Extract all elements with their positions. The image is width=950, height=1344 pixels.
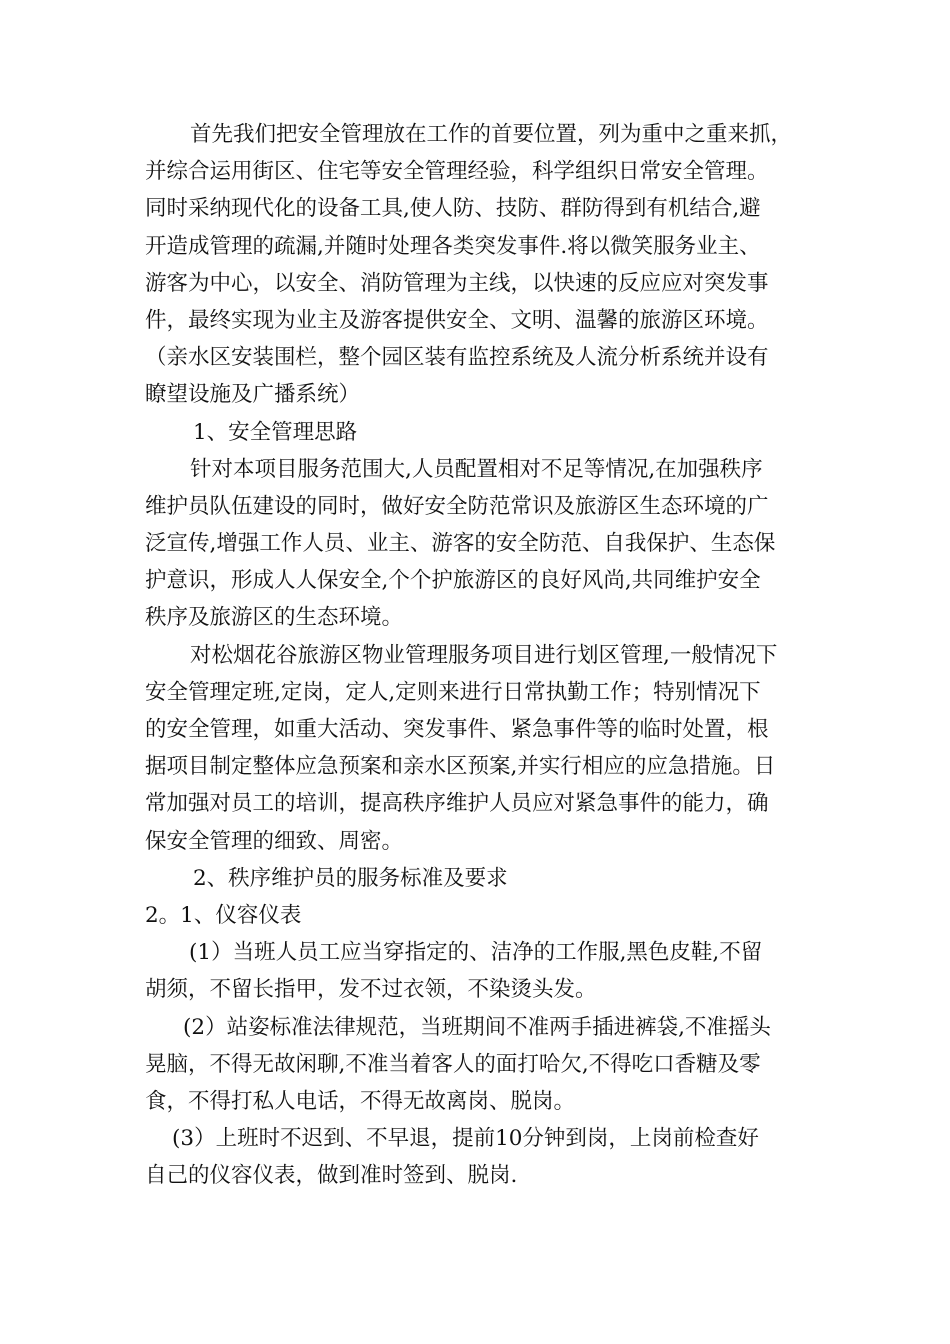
para2-line: 据项目制定整体应急预案和亲水区预案,并实行相应的应急措施。日 xyxy=(145,754,776,780)
para1-line: 秩序及旅游区的生态环境。 xyxy=(145,605,404,631)
section-heading-2: 2、秩序维护员的服务标准及要求 xyxy=(193,865,508,891)
para1-line: 护意识，形成人人保安全,个个护旅游区的良好风尚,共同维护安全 xyxy=(145,568,761,594)
intro-line: 游客为中心，以安全、消防管理为主线，以快速的反应应对突发事 xyxy=(145,270,769,296)
intro-line: 同时采纳现代化的设备工具,使人防、技防、群防得到有机结合,避 xyxy=(145,196,761,222)
intro-line: 开造成管理的疏漏,并随时处理各类突发事件.将以微笑服务业主、 xyxy=(145,233,761,259)
intro-line: 瞭望设施及广播系统） xyxy=(145,382,361,408)
item1-line: 胡须，不留长指甲，发不过衣领，不染烫头发。 xyxy=(145,977,597,1003)
item1-line: (1）当班人员工应当穿指定的、洁净的工作服,黑色皮鞋,不留 xyxy=(189,940,763,966)
item2-line: 晃脑，不得无故闲聊,不准当着客人的面打哈欠,不得吃口香糖及零 xyxy=(145,1051,761,1077)
item3-line: 自己的仪容仪表，做到准时签到、脱岗. xyxy=(145,1163,518,1189)
intro-line: 件，最终实现为业主及游客提供安全、文明、温馨的旅游区环境。 xyxy=(145,307,769,333)
para2-line: 安全管理定班,定岗，定人,定则来进行日常执勤工作；特别情况下 xyxy=(145,679,761,705)
para1-line: 维护员队伍建设的同时，做好安全防范常识及旅游区生态环境的广 xyxy=(145,493,769,519)
item2-line: 食，不得打私人电话，不得无故离岗、脱岗。 xyxy=(145,1088,576,1114)
intro-line: 并综合运用街区、住宅等安全管理经验，科学组织日常安全管理。 xyxy=(145,159,769,185)
section-heading-1: 1、安全管理思路 xyxy=(193,419,358,445)
subsection-heading: 2。1、仪容仪表 xyxy=(145,902,302,928)
para1-line: 泛宣传,增强工作人员、业主、游客的安全防范、自我保护、生态保 xyxy=(145,531,776,557)
para1-line: 针对本项目服务范围大,人员配置相对不足等情况,在加强秩序 xyxy=(190,456,763,482)
para2-line: 常加强对员工的培训，提高秩序维护人员应对紧急事件的能力，确 xyxy=(145,791,769,817)
intro-line: （亲水区安装围栏，整个园区装有监控系统及人流分析系统并设有 xyxy=(145,345,769,371)
para2-line: 保安全管理的细致、周密。 xyxy=(145,828,404,854)
item2-line: (2）站姿标准法律规范，当班期间不准两手插进裤袋,不准摇头 xyxy=(183,1014,771,1040)
para2-line: 对松烟花谷旅游区物业管理服务项目进行划区管理,一般情况下 xyxy=(190,642,778,668)
item3-line: (3）上班时不迟到、不早退，提前10分钟到岗，上岗前检查好 xyxy=(172,1126,759,1152)
para2-line: 的安全管理，如重大活动、突发事件、紧急事件等的临时处置，根 xyxy=(145,717,769,742)
document-body xyxy=(145,116,810,1194)
intro-line: 首先我们把安全管理放在工作的首要位置，列为重中之重来抓， xyxy=(190,122,793,147)
